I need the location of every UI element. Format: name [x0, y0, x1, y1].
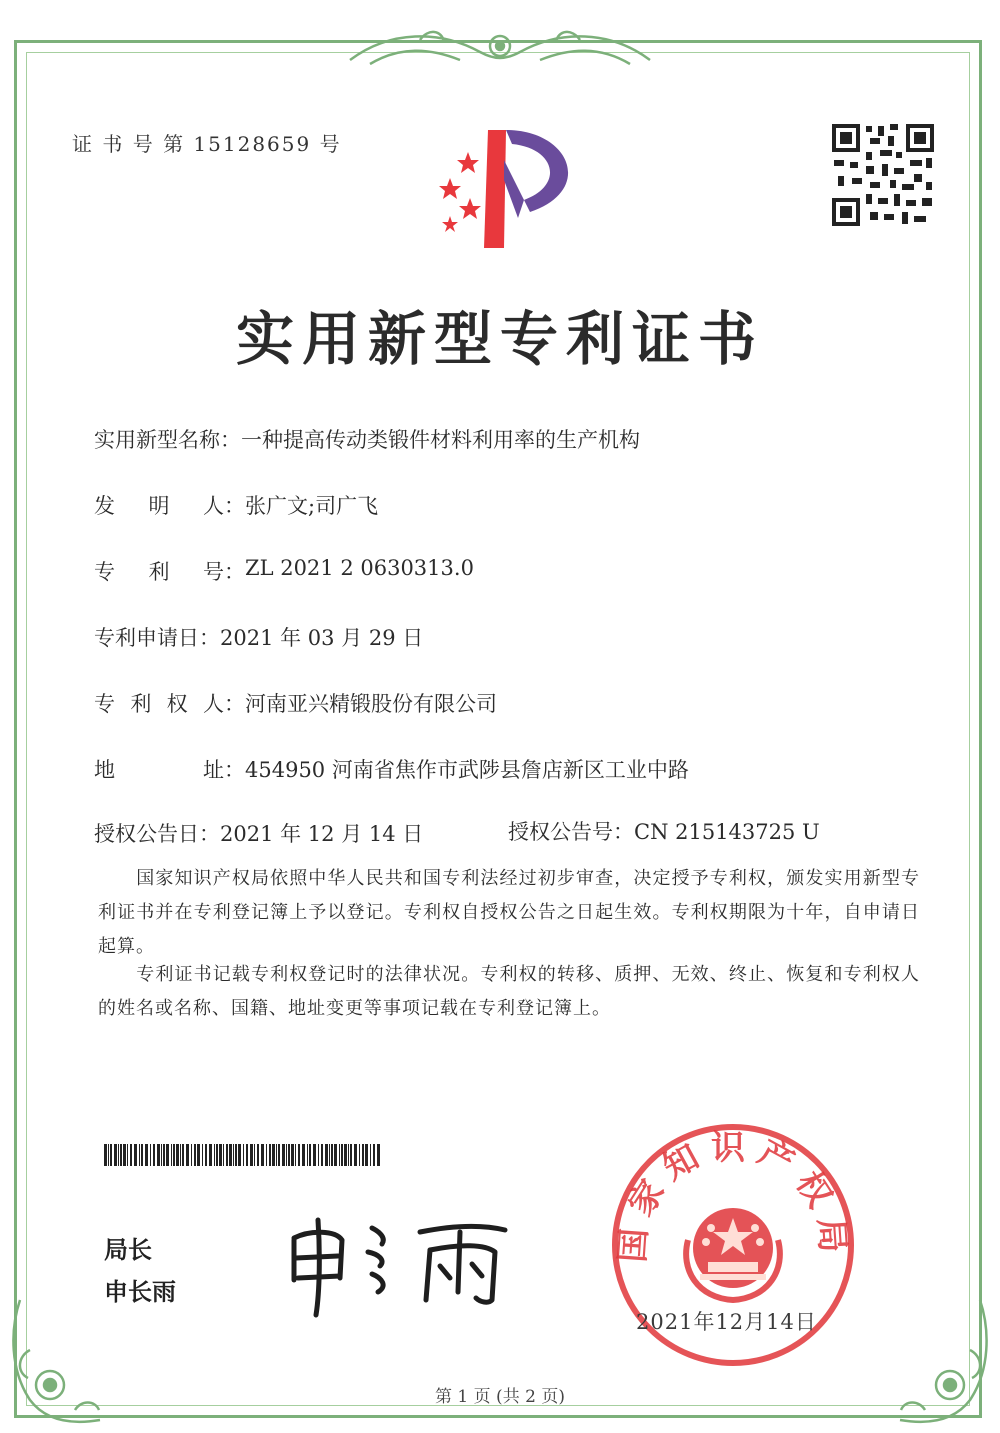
label-char: 发 — [94, 494, 115, 518]
field-label: 授权公告日： — [94, 822, 220, 846]
label-char: 号 — [203, 560, 224, 584]
seal-text: 国家知识产权局 — [612, 1128, 854, 1264]
label-char: 人 — [202, 692, 224, 716]
field-address — [94, 754, 689, 784]
field-colon: ： — [224, 494, 245, 518]
label-char: 址 — [203, 758, 224, 782]
field-value: 张广文;司广飞 — [245, 494, 379, 518]
director-name: 申长雨 — [104, 1278, 176, 1306]
qr-code-icon — [830, 122, 936, 228]
label-char: 专 — [94, 692, 115, 716]
top-ornament-icon — [330, 20, 670, 80]
field-value: 2021 年 03 月 29 日 — [220, 626, 424, 650]
field-label — [94, 688, 224, 718]
field-colon: ： — [224, 560, 245, 584]
field-value: 河南亚兴精锻股份有限公司 — [245, 692, 497, 716]
field-grant-date — [94, 818, 423, 848]
certificate-title: 实用新型专利证书 — [235, 305, 764, 373]
field-value: CN 215143725 U — [634, 820, 820, 844]
field-label: 专利申请日： — [94, 626, 220, 650]
field-filing-date — [94, 622, 423, 652]
legal-statement-paragraph: 国家知识产权局依照中华人民共和国专利法经过初步审查，决定授予专利权，颁发实用新型专利证书并在专利登记簿上予以登记。专利权自授权公告之日起生效。专利权期限为十年，自申请日起算。 — [98, 868, 920, 957]
bottom-left-ornament-icon — [0, 1290, 120, 1433]
certificate-number: 证 书 号 第 15128659 号 — [72, 132, 342, 156]
field-colon: ： — [224, 758, 245, 782]
label-char: 人 — [203, 494, 224, 518]
field-patentee — [94, 688, 497, 718]
field-value: ZL 2021 2 0630313.0 — [245, 556, 474, 580]
field-label: 授权公告号： — [508, 820, 634, 844]
field-value: 一种提高传动类锻件材料利用率的生产机构 — [241, 428, 640, 452]
label-char: 明 — [148, 494, 170, 518]
field-label — [94, 556, 224, 586]
field-label: 实用新型名称： — [94, 428, 241, 452]
field-value: 2021 年 12 月 14 日 — [220, 822, 424, 846]
director-title: 局长 — [104, 1236, 152, 1264]
field-label — [94, 490, 224, 520]
label-char: 专 — [94, 560, 115, 584]
legal-status-paragraph: 专利证书记载专利权登记时的法律状况。专利权的转移、质押、无效、终止、恢复和专利权人的姓名或名称、国籍、地址变更等事项记载在专利登记簿上。 — [98, 964, 920, 1019]
field-grant-number — [508, 816, 820, 846]
seal-date: 2021年12月14日 — [636, 1310, 817, 1334]
label-char: 利 — [130, 692, 152, 716]
label-char: 地 — [94, 758, 115, 782]
bottom-right-ornament-icon — [880, 1290, 1000, 1433]
cnipa-emblem-icon — [420, 120, 590, 255]
page-indicator: 第 1 页 (共 2 页) — [435, 1387, 565, 1407]
barcode-icon — [104, 1144, 380, 1166]
field-value: 454950 河南省焦作市武陟县詹店新区工业中路 — [245, 758, 689, 782]
field-utility-model-name — [94, 424, 640, 454]
field-patent-number — [94, 556, 474, 586]
field-inventor — [94, 490, 378, 520]
label-char: 权 — [166, 692, 188, 716]
label-char: 利 — [148, 560, 170, 584]
field-colon: ： — [224, 692, 245, 716]
director-signature-icon — [280, 1200, 520, 1320]
field-label — [94, 754, 224, 784]
